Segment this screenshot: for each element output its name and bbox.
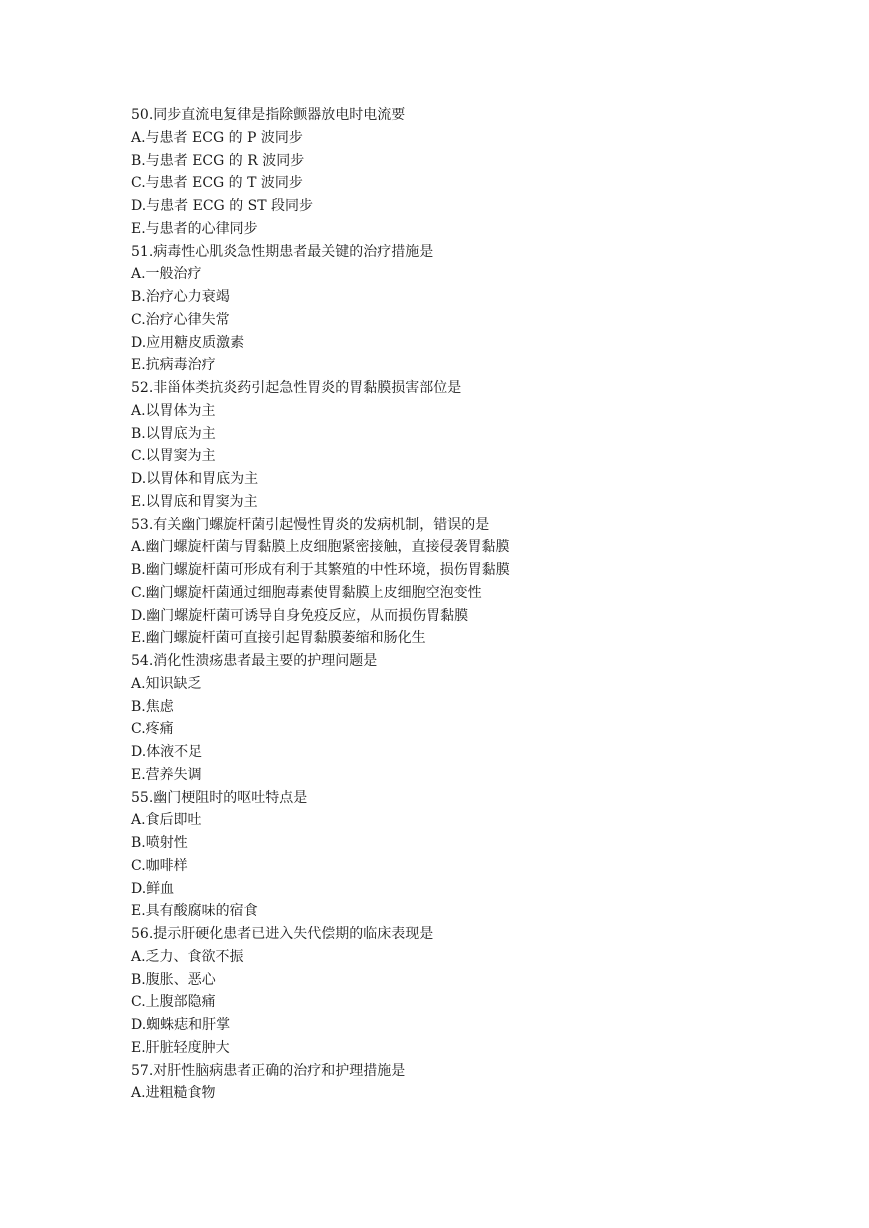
option-a: A.以胃体为主 [131,402,216,419]
question-stem: 52.非甾体类抗炎药引起急性胃炎的胃黏膜损害部位是 [131,380,462,396]
option-c: C.以胃窦为主 [131,448,216,465]
option-a: A.进粗糙食物 [131,1085,216,1102]
option-a: A.食后即吐 [131,812,202,829]
question-stem: 51.病毒性心肌炎急性期患者最关键的治疗措施是 [131,243,434,260]
question-55 [131,787,831,924]
question-stem: 56.提示肝硬化患者已进入失代偿期的临床表现是 [131,926,434,942]
option-d: D.蜘蛛痣和肝掌 [131,1017,231,1033]
option-e: E.营养失调 [131,766,202,783]
option-e: E.具有酸腐味的宿食 [131,903,258,920]
option-d: D.体液不足 [131,744,203,760]
option-b: B.幽门螺旋杆菌可形成有利于其繁殖的中性环境，损伤胃黏膜 [131,562,510,578]
option-c: C.与患者 ECG 的 T 波同步 [131,175,303,192]
option-e: E.肝脏轻度肿大 [131,1039,230,1056]
option-e: E.与患者的心律同步 [131,220,258,237]
question-stem: 54.消化性溃疡患者最主要的护理问题是 [131,653,378,669]
option-b: B.以胃底为主 [131,425,216,442]
question-56 [131,923,831,1060]
option-e: E.抗病毒治疗 [131,357,216,374]
question-stem: 50.同步直流电复律是指除颤器放电时电流要 [131,107,406,123]
option-b: B.治疗心力衰竭 [131,289,230,305]
option-b: B.焦虑 [131,698,174,715]
option-c: C.幽门螺旋杆菌通过细胞毒素使胃黏膜上皮细胞空泡变性 [131,584,482,601]
question-stem: 53.有关幽门螺旋杆菌引起慢性胃炎的发病机制，错误的是 [131,516,490,533]
option-b: B.喷射性 [131,835,188,851]
option-d: D.鲜血 [131,880,175,897]
option-a: A.乏力、食欲不振 [131,948,244,965]
question-57 [131,1060,831,1106]
option-b: B.腹胀、恶心 [131,971,216,988]
option-e: E.以胃底和胃窦为主 [131,493,258,510]
option-a: A.知识缺乏 [131,675,202,692]
option-d: D.应用糖皮质激素 [131,334,245,351]
question-54 [131,650,831,787]
question-52 [131,377,831,514]
option-d: D.以胃体和胃底为主 [131,471,259,487]
question-53 [131,514,831,651]
question-stem: 55.幽门梗阻时的呕吐特点是 [131,789,308,806]
option-c: C.咖啡样 [131,857,188,874]
question-51 [131,241,831,378]
question-50 [131,104,831,241]
option-d: D.与患者 ECG 的 ST 段同步 [131,198,314,214]
question-stem: 57.对肝性脑病患者正确的治疗和护理措施是 [131,1062,406,1079]
option-a: A.幽门螺旋杆菌与胃黏膜上皮细胞紧密接触，直接侵袭胃黏膜 [131,539,510,556]
option-c: C.疼痛 [131,721,174,738]
option-a: A.一般治疗 [131,266,202,283]
option-b: B.与患者 ECG 的 R 波同步 [131,152,305,169]
document-page [131,104,831,1105]
option-d: D.幽门螺旋杆菌可诱导自身免疫反应，从而损伤胃黏膜 [131,607,469,624]
option-c: C.上腹部隐痛 [131,994,216,1011]
option-e: E.幽门螺旋杆菌可直接引起胃黏膜萎缩和肠化生 [131,630,426,647]
option-c: C.治疗心律失常 [131,311,230,328]
option-a: A.与患者 ECG 的 P 波同步 [131,129,303,146]
